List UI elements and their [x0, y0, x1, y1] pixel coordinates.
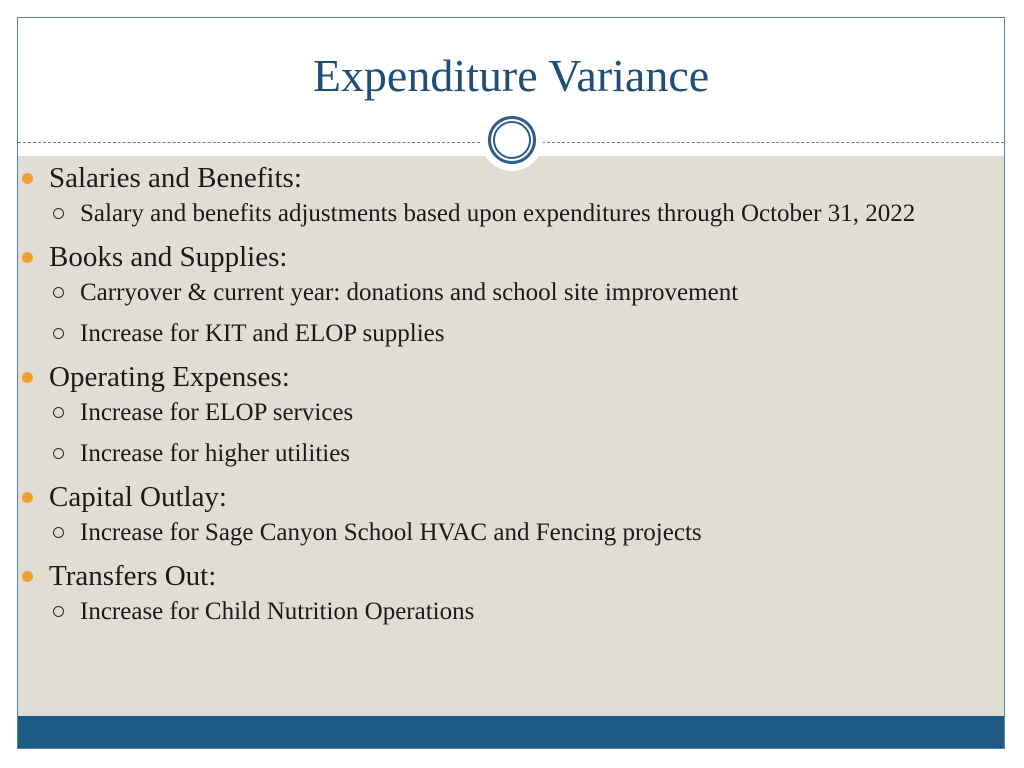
sub-bullet-text: Carryover & current year: donations and school site improvement — [80, 279, 739, 306]
sub-bullet — [49, 596, 970, 628]
circle-bullet-icon — [53, 328, 64, 339]
bullet-transfers-out — [20, 558, 970, 628]
sub-bullet-text: Increase for Sage Canyon School HVAC and Fencing projects — [80, 519, 702, 546]
bullet-dot-icon — [22, 492, 33, 503]
circle-bullet-icon — [53, 208, 64, 219]
bullet-heading: Books and Supplies: — [49, 241, 288, 273]
sub-bullet-text: Salary and benefits adjustments based upon expenditures through October 31, 2022 — [80, 200, 916, 227]
circle-bullet-icon — [53, 448, 64, 459]
circle-bullet-icon — [53, 407, 64, 418]
bullet-dot-icon — [22, 252, 33, 263]
bullet-list — [20, 160, 970, 637]
sub-bullet-text: Increase for Child Nutrition Operations — [80, 598, 475, 625]
ornament-inner-ring — [493, 121, 531, 159]
bullet-books-supplies — [20, 239, 970, 350]
sub-bullet-text: Increase for higher utilities — [80, 440, 351, 467]
sub-bullet — [49, 397, 970, 429]
sub-bullet-text: Increase for KIT and ELOP supplies — [80, 320, 445, 347]
bullet-capital-outlay — [20, 479, 970, 549]
bullet-heading: Capital Outlay: — [49, 481, 227, 513]
sub-bullet-text: Increase for ELOP services — [80, 399, 354, 426]
bullet-heading: Operating Expenses: — [49, 361, 290, 393]
bullet-heading: Transfers Out: — [49, 560, 217, 592]
sub-bullet — [49, 198, 970, 230]
circle-bullet-icon — [53, 527, 64, 538]
bullet-dot-icon — [22, 372, 33, 383]
sub-bullet — [49, 318, 970, 350]
sub-list — [49, 517, 970, 549]
sub-list — [49, 397, 970, 470]
bullet-operating-expenses — [20, 359, 970, 470]
slide-title: Expenditure Variance — [312, 50, 710, 101]
sub-bullet — [49, 277, 970, 309]
bullet-dot-icon — [22, 571, 33, 582]
sub-list — [49, 277, 970, 350]
bullet-dot-icon — [22, 173, 33, 184]
sub-list — [49, 596, 970, 628]
sub-list — [49, 198, 970, 230]
sub-bullet — [49, 438, 970, 470]
circle-bullet-icon — [53, 287, 64, 298]
bullet-heading: Salaries and Benefits: — [49, 162, 302, 194]
footer-bar — [18, 716, 1004, 749]
sub-bullet — [49, 517, 970, 549]
bullet-salaries-benefits — [20, 160, 970, 230]
circle-bullet-icon — [53, 606, 64, 617]
